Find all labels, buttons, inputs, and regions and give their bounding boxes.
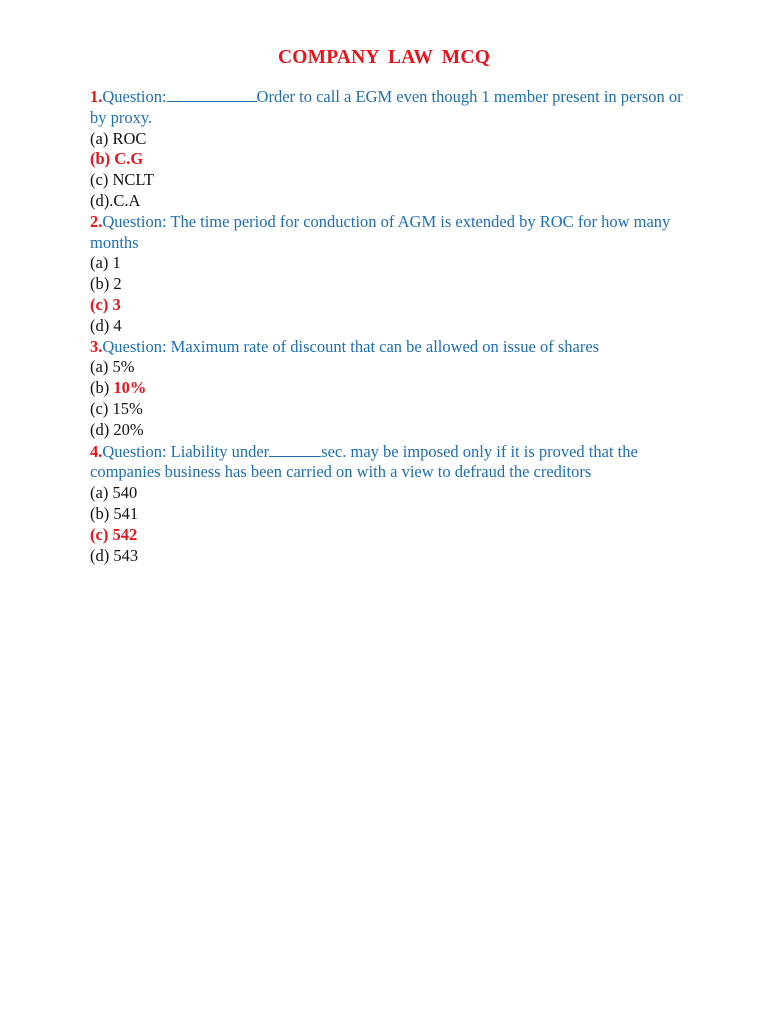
answer-blank [167, 86, 257, 102]
option-b [90, 378, 690, 399]
option-d: (d).C.A [90, 190, 141, 210]
mcq-list [90, 86, 690, 566]
question-3 [90, 337, 690, 358]
option-b-label: (b) [90, 378, 114, 398]
option-a: (a) 540 [90, 483, 138, 503]
page-title: COMPANY LAW MCQ [277, 47, 491, 68]
question-text: Question: The time period for conduction of AGM is extended by ROC for how many months [90, 211, 671, 252]
option-c-correct: (c) 3 [90, 294, 121, 314]
option-d: (d) 4 [90, 315, 122, 335]
option-c-correct: (c) 542 [90, 524, 138, 544]
question-1 [90, 86, 690, 129]
option-b-correct: (b) C.G [90, 149, 144, 169]
question-prefix: Question: Liability under [102, 441, 270, 461]
option-d: (d) 20% [90, 419, 144, 439]
option-a: (a) 5% [90, 357, 135, 377]
option-c: (c) 15% [90, 398, 143, 418]
question-prefix: Question: [102, 87, 167, 106]
question-number: 4. [90, 441, 103, 461]
option-b: (b) 2 [90, 274, 122, 294]
question-number: 3. [90, 336, 103, 356]
option-b-correct-value: 10% [113, 378, 147, 398]
question-text: sec. may be imposed only if it is proved that the companies business has been carried on with a view to defraud the creditors [90, 441, 638, 482]
answer-blank [269, 441, 321, 457]
question-text: Order to call a EGM even though 1 member present in person or by proxy. [90, 87, 683, 127]
question-number: 1. [90, 87, 103, 106]
question-2 [90, 212, 690, 254]
option-a: (a) 1 [90, 253, 121, 273]
question-number: 2. [90, 211, 103, 231]
option-c: (c) NCLT [90, 170, 155, 190]
question-4 [90, 441, 690, 484]
option-b: (b) 541 [90, 503, 139, 523]
option-d: (d) 543 [90, 545, 139, 565]
option-a: (a) ROC [90, 128, 147, 148]
question-text: Question: Maximum rate of discount that can be allowed on issue of shares [102, 336, 600, 356]
